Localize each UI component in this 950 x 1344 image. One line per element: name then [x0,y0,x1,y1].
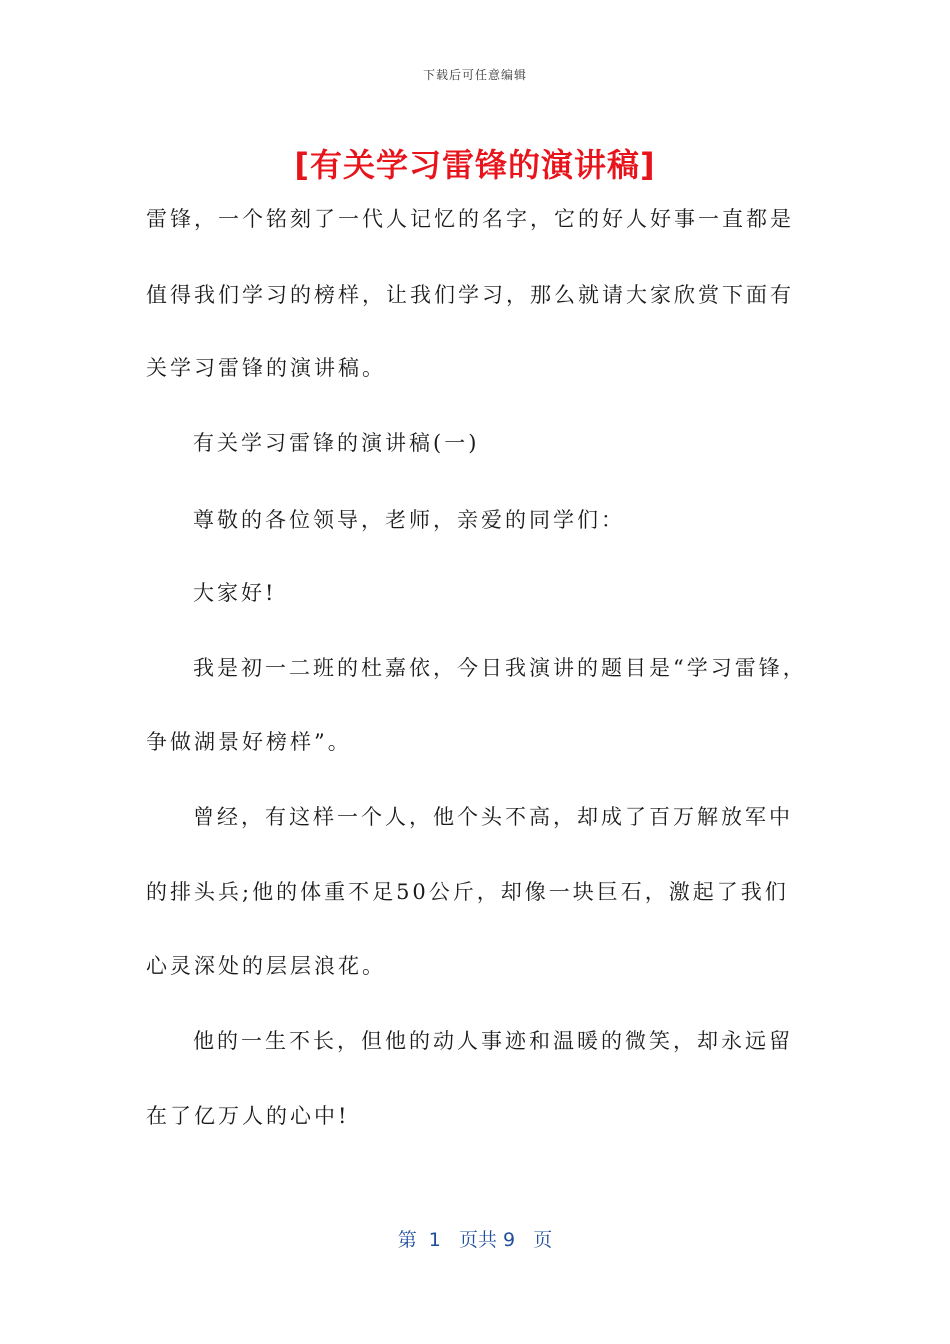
paragraph-line: 的排头兵;他的体重不足50公斤，却像一块巨石，激起了我们 [146,880,789,904]
paragraph-line: 雷锋，一个铭刻了一代人记忆的名字，它的好人好事一直都是 [146,207,794,231]
paragraph-line: 曾经，有这样一个人，他个头不高，却成了百万解放军中 [193,805,793,829]
header-note: 下载后可任意编辑 [422,68,527,82]
paragraph-line: 关学习雷锋的演讲稿。 [146,356,386,380]
document-title: [有关学习雷锋的演讲稿] [294,146,656,184]
paragraph-line: 值得我们学习的榜样，让我们学习，那么就请大家欣赏下面有 [146,283,794,307]
paragraph-line: 心灵深处的层层浪花。 [146,954,386,978]
paragraph-line: 在了亿万人的心中! [146,1104,350,1128]
section-heading: 有关学习雷锋的演讲稿(一) [193,431,480,455]
greeting-line: 大家好! [193,581,277,605]
salutation-line: 尊敬的各位领导，老师，亲爱的同学们： [193,508,625,532]
paragraph-line: 他的一生不长，但他的动人事迹和温暖的微笑，却永远留 [193,1029,793,1053]
page-number: 第 1 页共 9 页 [397,1229,553,1251]
paragraph-line: 争做湖景好榜样”。 [146,730,352,754]
paragraph-line: 我是初一二班的杜嘉依，今日我演讲的题目是“学习雷锋， [193,656,807,680]
